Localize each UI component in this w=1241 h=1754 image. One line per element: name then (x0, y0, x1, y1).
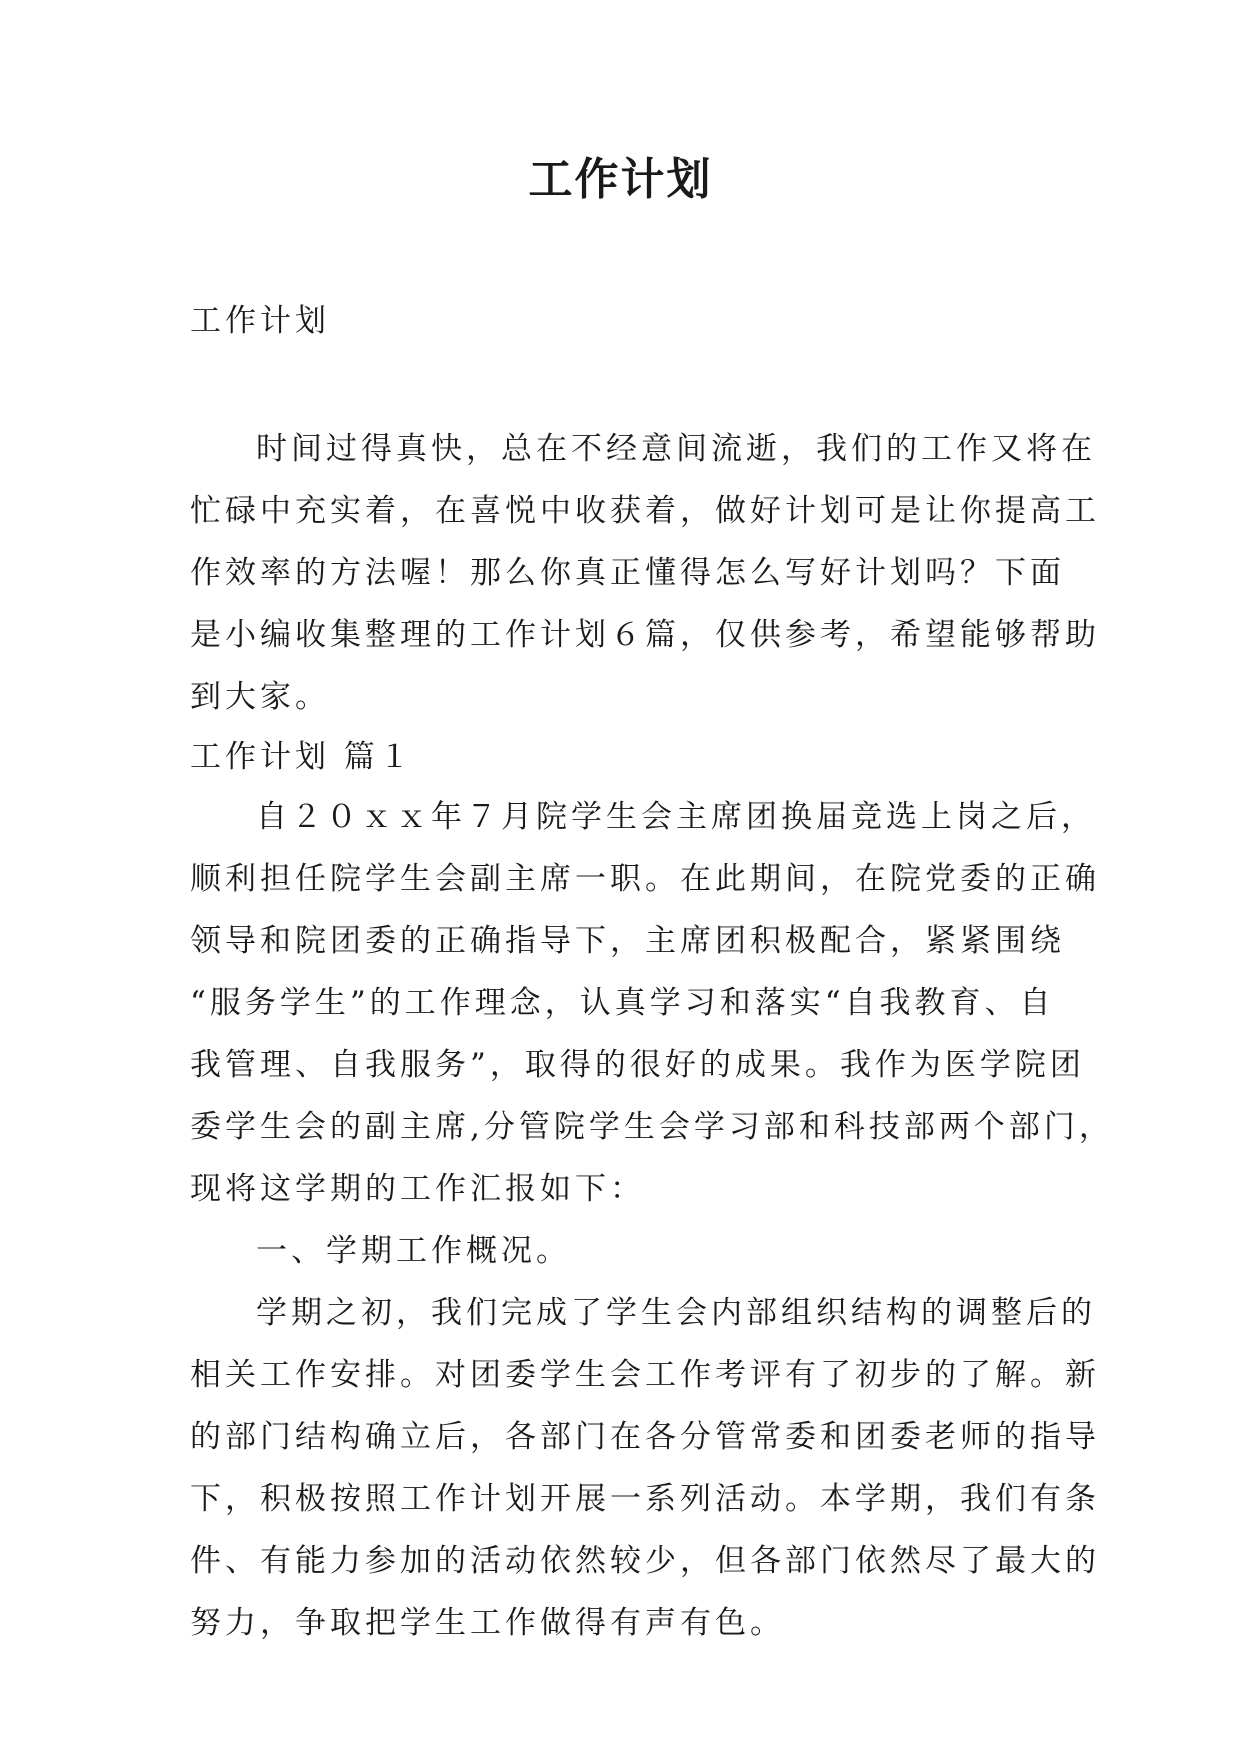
paragraph-line: 我管理、自我服务”，取得的很好的成果。我作为医学院团 (190, 1047, 1085, 1083)
paragraph-line: 委学生会的副主席,分管院学生会学习部和科技部两个部门， (190, 1109, 1114, 1145)
paragraph-line: 的部门结构确立后，各部门在各分管常委和团委老师的指导 (190, 1419, 1100, 1455)
section-heading: 工作计划 篇１ (190, 739, 414, 775)
paragraph-line: 努力，争取把学生工作做得有声有色。 (190, 1605, 785, 1641)
paragraph-line: 下，积极按照工作计划开展一系列活动。本学期，我们有条 (190, 1481, 1100, 1517)
overview-paragraph (190, 1282, 1100, 1654)
paragraph-line: 相关工作安排。对团委学生会工作考评有了初步的了解。新 (190, 1357, 1100, 1393)
document-title: 工作计划 (528, 154, 713, 205)
overview-heading: 一、学期工作概况。 (256, 1233, 571, 1269)
paragraph-line: 时间过得真快，总在不经意间流逝，我们的工作又将在 (256, 431, 1096, 467)
paragraph-line: 领导和院团委的正确指导下，主席团积极配合，紧紧围绕 (190, 923, 1065, 959)
paragraph-line: 学期之初，我们完成了学生会内部组织结构的调整后的 (256, 1295, 1096, 1331)
document-subtitle: 工作计划 (190, 303, 330, 339)
paragraph-line: 作效率的方法喔！那么你真正懂得怎么写好计划吗？下面 (190, 555, 1065, 591)
document-body (190, 290, 1114, 1654)
paragraph-line: 忙碌中充实着，在喜悦中收获着，做好计划可是让你提高工 (190, 493, 1100, 529)
paragraph-line: 件、有能力参加的活动依然较少，但各部门依然尽了最大的 (190, 1543, 1100, 1579)
paragraph-line: 到大家。 (190, 679, 330, 715)
paragraph-line: 自２０ｘｘ年７月院学生会主席团换届竞选上岗之后， (256, 799, 1096, 835)
paragraph-line: “服务学生”的工作理念，认真学习和落实“自我教育、自 (190, 985, 1055, 1021)
paragraph-line: 顺利担任院学生会副主席一职。在此期间，在院党委的正确 (190, 861, 1100, 897)
section1-paragraph (190, 786, 1114, 1220)
paragraph-line: 是小编收集整理的工作计划６篇，仅供参考，希望能够帮助 (190, 617, 1100, 653)
intro-paragraph (190, 418, 1100, 728)
paragraph-line: 现将这学期的工作汇报如下： (190, 1171, 645, 1207)
